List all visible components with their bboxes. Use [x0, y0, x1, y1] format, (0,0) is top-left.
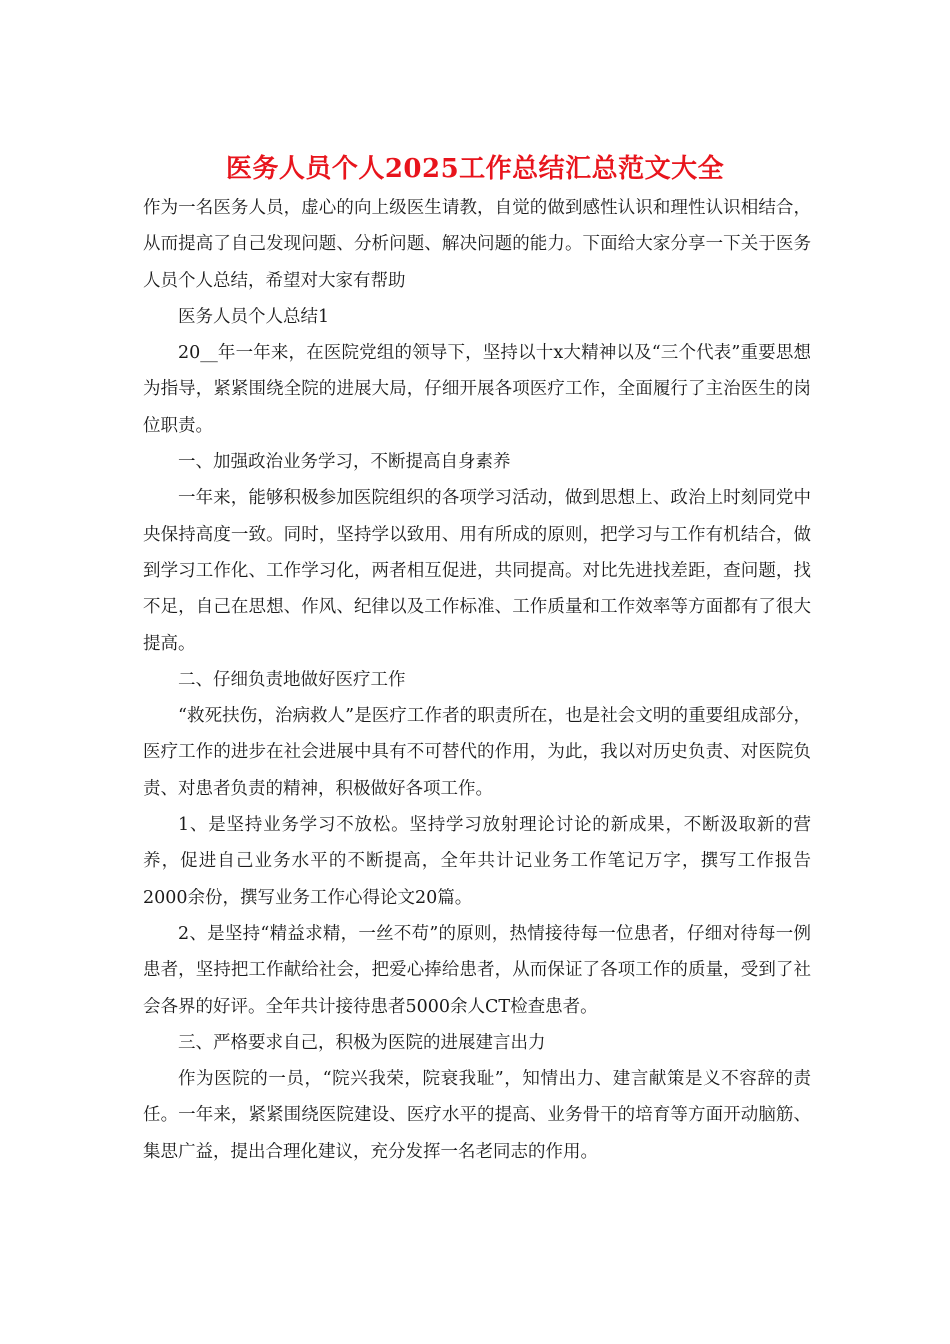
- document-title: 医务人员个人2025工作总结汇总范文大全: [225, 154, 725, 184]
- heading-2: 二、仔细负责地做好医疗工作: [178, 669, 406, 690]
- paragraph-1: 20__年一年来，在医院党组的领导下，坚持以十x大精神以及“三个代表”重要思想为指导，紧紧围绕全院的进展大局，仔细开展各项医疗工作，全面履行了主治医生的岗位职责。: [143, 343, 811, 436]
- heading-3: 三、严格要求自己，积极为医院的进展建言出力: [178, 1032, 546, 1053]
- section-heading: 医务人员个人总结1: [178, 306, 330, 327]
- paragraph-2: 一年来，能够积极参加医院组织的各项学习活动，做到思想上、政治上时刻同党中央保持高度一致。同时，坚持学以致用、用有所成的原则，把学习与工作有机结合，做到学习工作化、工作学习化，两者相互促进，共同提高。对比先进找差距，查问题，找不足，自己在思想、作风、纪律以及工作标准、工作质量和工作效率等方面都有了很大提高。: [143, 488, 811, 654]
- document-body: [143, 190, 811, 1170]
- paragraph-5: 2、是坚持“精益求精，一丝不苟”的原则，热情接待每一位患者，仔细对待每一例患者，坚持把工作献给社会，把爱心捧给患者，从而保证了各项工作的质量，受到了社会各界的好评。全年共计接待患者5000余人CT检查患者。: [143, 923, 811, 1017]
- paragraph-4: 1、是坚持业务学习不放松。坚持学习放射理论讨论的新成果，不断汲取新的营养，促进自己业务水平的不断提高，全年共计记业务工作笔记万字，撰写工作报告2000余份，撰写业务工作心得论文20篇。: [143, 815, 811, 908]
- paragraph-6: 作为医院的一员，“院兴我荣，院衰我耻”，知情出力、建言献策是义不容辞的责任。一年来，紧紧围绕医院建设、医疗水平的提高、业务骨干的培育等方面开动脑筋、集思广益，提出合理化建议，充分发挥一名老同志的作用。: [143, 1069, 811, 1162]
- heading-1: 一、加强政治业务学习，不断提高自身素养: [178, 452, 511, 473]
- intro-paragraph: 作为一名医务人员，虚心的向上级医生请教，自觉的做到感性认识和理性认识相结合，从而提高了自己发现问题、分析问题、解决问题的能力。下面给大家分享一下关于医务人员个人总结，希望对大家有帮助: [143, 198, 811, 291]
- paragraph-3: “救死扶伤，治病救人”是医疗工作者的职责所在，也是社会文明的重要组成部分，医疗工作的进步在社会进展中具有不可替代的作用，为此，我以对历史负责、对医院负责、对患者负责的精神，积极做好各项工作。: [143, 706, 811, 799]
